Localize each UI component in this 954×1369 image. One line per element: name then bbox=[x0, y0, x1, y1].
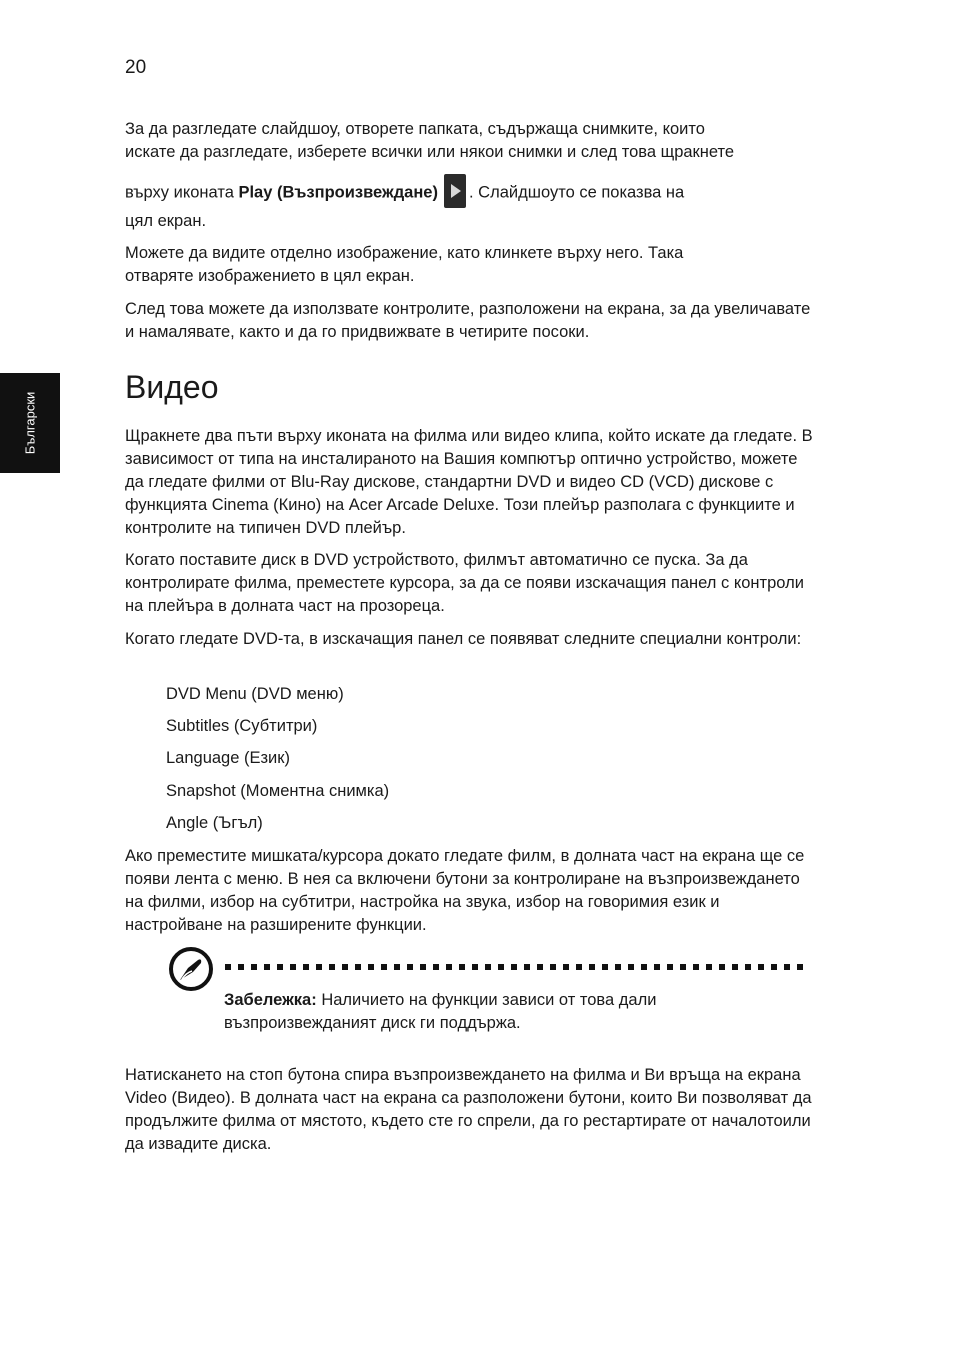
text-line: За да разгледате слайдшоу, отворете папката, съдържаща снимките, които bbox=[125, 120, 705, 138]
play-icon bbox=[444, 174, 466, 208]
list-item: Snapshot (Моментна снимка) bbox=[166, 782, 390, 800]
paragraph-slideshow-end: цял екран. bbox=[125, 212, 207, 230]
section-heading-video: Видео bbox=[125, 369, 219, 405]
note-icon bbox=[168, 946, 214, 992]
list-item: Language (Език) bbox=[166, 749, 290, 767]
paragraph-video-2: Когато поставите диск в DVD устройството, филмът автоматично се пуска. За да контролирате филма, преместете курсора, за да се появи изскачащия панел с контроли на плейъра в долната част на прозореца. bbox=[125, 551, 804, 615]
paragraph-video-3: Когато гледате DVD-та, в изскачащия панел се появяват следните специални контроли: bbox=[125, 630, 802, 648]
play-label: Play (Възпроизвеждане) bbox=[238, 183, 438, 202]
note-label: Забележка: bbox=[224, 991, 317, 1009]
text-line: искате да разгледате, изберете всички или някои снимки и след това щракнете bbox=[125, 143, 735, 161]
list-item: Subtitles (Субтитри) bbox=[166, 717, 318, 735]
text-line: . Слайдшоуто се показва на bbox=[468, 183, 685, 202]
list-item: Angle (Ъгъл) bbox=[166, 814, 263, 832]
text-line: върху иконата bbox=[125, 183, 239, 202]
paragraph-slideshow-1 bbox=[125, 118, 815, 164]
list-item: DVD Menu (DVD меню) bbox=[166, 685, 344, 703]
paragraph-controls: След това можете да използвате контролите, разположени на екрана, за да увеличавате и намалявате, както и да го придвижвате в четирите посоки. bbox=[125, 300, 811, 341]
paragraph-slideshow-play bbox=[125, 176, 815, 210]
paragraph-video-4: Ако преместите мишката/курсора докато гледате филм, в долната част на екрана ще се появи лента с меню. В нея са включени бутони за контролиране на възпроизвеждането на филми, избор на субтитри, настройка на звука, избор на говоримия език и настройване на разширените функции. bbox=[125, 847, 805, 934]
language-side-tab bbox=[0, 373, 60, 473]
note-divider bbox=[225, 964, 810, 970]
side-tab-label: Български bbox=[22, 391, 38, 455]
paragraph-single-image: Можете да видите отделно изображение, като клинкете върху него. Така отваряте изображението в цял екран. bbox=[125, 244, 684, 285]
page-number: 20 bbox=[125, 57, 147, 78]
note-body: Наличието на функции зависи от това дали възпроизвежданият диск ги поддържа. bbox=[224, 991, 657, 1032]
note-text bbox=[224, 989, 784, 1035]
paragraph-video-1: Щракнете два пъти върху иконата на филма или видео клипа, който искате да гледате. В зависимост от типа на инсталираното на Вашия компютър оптично устройство, можете да гледате филми от Blu-Ray дискове, стандартни DVD и видео CD (VCD) дискове с функцията Cinema (Кино) на Acer Arcade Deluxe. Този плейър разполага с функциите и контролите на типичен DVD плейър. bbox=[125, 427, 813, 537]
paragraph-video-5: Натискането на стоп бутона спира възпроизвеждането на филма и Ви връща на екрана Video (Видео). В долната част на екрана са разположени бутони, които Ви позволяват да продължите филма от мястото, където сте го спрели, да го рестартирате от началотоили да извадите диска. bbox=[125, 1066, 812, 1153]
